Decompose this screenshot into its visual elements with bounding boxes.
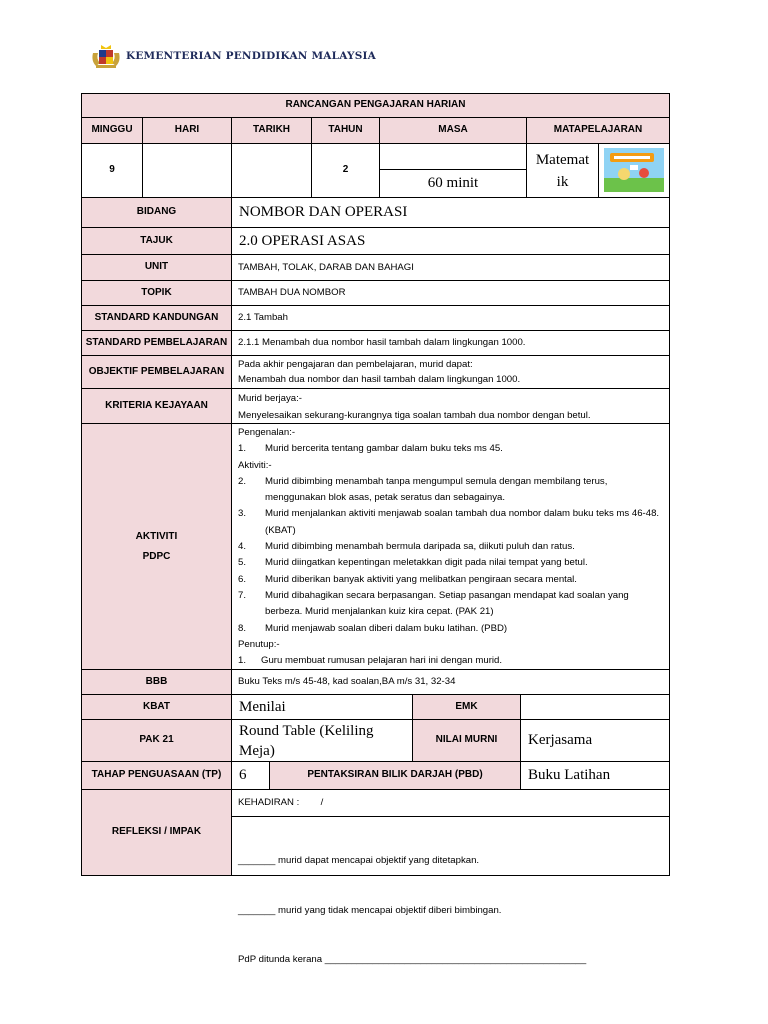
unit-label: UNIT xyxy=(81,254,232,281)
item-number: 7. xyxy=(238,589,247,601)
item-number: 8. xyxy=(238,622,247,634)
subject-value xyxy=(526,143,599,198)
item-text: Murid menjalankan aktiviti menjawab soalan tambah dua nombor dalam buku teks ms 46-48. (KBAT) xyxy=(265,508,660,536)
item-number: 5. xyxy=(238,557,247,569)
objektif-label: OBJEKTIF PEMBELAJARAN xyxy=(81,355,232,389)
item-number: 6. xyxy=(238,573,247,585)
col-tarikh: TARIKH xyxy=(231,117,312,144)
refleksi-line3: PdP ditunda kerana _________________________________________________ xyxy=(238,954,587,965)
objektif-value[interactable] xyxy=(231,355,670,389)
standard-pembelajaran-value[interactable]: 2.1.1 Menambah dua nombor hasil tambah dalam lingkungan 1000. xyxy=(231,330,670,356)
item-text: Murid diingatkan kepentingan meletakkan digit pada nilai tempat yang betul. xyxy=(265,557,588,569)
item-text: Murid bercerita tentang gambar dalam buku teks ms 45. xyxy=(265,443,503,455)
activity-item xyxy=(238,588,663,621)
pbd-value[interactable]: Buku Latihan xyxy=(520,761,670,790)
bbb-label: BBB xyxy=(81,669,232,695)
kriteria-line1: Murid berjaya:- xyxy=(238,393,302,404)
item-number: 1. xyxy=(238,443,247,455)
pbd-label: PENTAKSIRAN BILIK DARJAH (PBD) xyxy=(269,761,521,790)
unit-value[interactable]: TAMBAH, TOLAK, DARAB DAN BAHAGI xyxy=(231,254,670,281)
textbook-cell xyxy=(598,143,670,198)
aktiviti-content[interactable] xyxy=(231,423,670,670)
pengenalan-heading: Pengenalan:- xyxy=(238,427,296,438)
masa-bottom-value[interactable]: 60 minit xyxy=(379,169,527,198)
topik-label: TOPIK xyxy=(81,280,232,306)
activity-item xyxy=(238,555,663,571)
item-number: 2. xyxy=(238,475,247,487)
item-number: 4. xyxy=(238,541,247,553)
hari-value[interactable] xyxy=(142,143,232,198)
kriteria-value[interactable] xyxy=(231,388,670,424)
nilai-murni-label: NILAI MURNI xyxy=(412,719,521,762)
page-header xyxy=(90,42,376,70)
item-number: 1. xyxy=(238,655,247,667)
bbb-value[interactable]: Buku Teks m/s 45-48, kad soalan,BA m/s 31, 32-34 xyxy=(231,669,670,695)
col-hari: HARI xyxy=(142,117,232,144)
activity-item xyxy=(238,474,663,507)
bidang-value[interactable]: NOMBOR DAN OPERASI xyxy=(231,197,670,228)
item-text: Murid dibimbing menambah tanpa mengumpul semula dengan membilang terus, menggunakan blok asas, petak seratus dan sebagainya. xyxy=(265,475,608,504)
nilai-murni-value[interactable]: Kerjasama xyxy=(520,719,670,762)
minggu-value[interactable]: 9 xyxy=(81,143,143,198)
kbat-label: KBAT xyxy=(81,694,232,720)
refleksi-line1: _______ murid dapat mencapai objektif yang ditetapkan. xyxy=(238,855,480,866)
item-text: Murid dibimbing menambah bermula daripada sa, diikuti puluh dan ratus. xyxy=(265,541,575,553)
item-text: Murid dibahagikan secara berpasangan. Setiap pasangan mendapat kad soalan yang berbeza. Murid menjalankan kuiz kira cepat. (PAK 21) xyxy=(265,589,629,618)
kriteria-line2: Menyelesaikan sekurang-kurangnya tiga soalan tambah dua nombor dengan betul. xyxy=(238,410,591,421)
kbat-value[interactable]: Menilai xyxy=(231,694,413,720)
refleksi-notes[interactable] xyxy=(231,816,670,965)
kriteria-label: KRITERIA KEJAYAAN xyxy=(81,388,232,424)
aktiviti-label xyxy=(81,423,232,670)
form-title: RANCANGAN PENGAJARAN HARIAN xyxy=(81,93,670,118)
aktiviti-label-line2: PDPC xyxy=(142,550,171,562)
tajuk-label: TAJUK xyxy=(81,227,232,255)
objektif-line2: Menambah dua nombor dan hasil tambah dalam lingkungan 1000. xyxy=(238,374,521,386)
tajuk-value[interactable]: 2.0 OPERASI ASAS xyxy=(231,227,670,255)
aktiviti-heading: Aktiviti:- xyxy=(238,459,272,471)
item-text: Murid diberikan banyak aktiviti yang melibatkan pengiraan secara mental. xyxy=(265,573,577,585)
tp-value[interactable]: 6 xyxy=(231,761,270,790)
org-name: KEMENTERIAN PENDIDIKAN MALAYSIA xyxy=(126,50,376,62)
tp-label: TAHAP PENGUASAAN (TP) xyxy=(81,761,232,790)
masa-top-value[interactable] xyxy=(379,143,527,170)
emk-label: EMK xyxy=(412,694,521,720)
pak21-label: PAK 21 xyxy=(81,719,232,762)
topik-value[interactable]: TAMBAH DUA NOMBOR xyxy=(231,280,670,306)
aktiviti-label-line1: AKTIVITI xyxy=(135,530,178,542)
kehadiran-field[interactable]: KEHADIRAN : / xyxy=(231,789,670,817)
bidang-label: BIDANG xyxy=(81,197,232,228)
objektif-line1: Pada akhir pengajaran dan pembelajaran, murid dapat: xyxy=(238,359,473,370)
col-masa: MASA xyxy=(379,117,527,144)
activity-item xyxy=(238,506,663,539)
subject-line1: Matemat xyxy=(535,152,590,168)
refleksi-label: REFLEKSI / IMPAK xyxy=(81,789,232,876)
subject-line2: ik xyxy=(556,174,569,190)
standard-kandungan-value[interactable]: 2.1 Tambah xyxy=(231,305,670,331)
col-tahun: TAHUN xyxy=(311,117,380,144)
emk-value[interactable] xyxy=(520,694,670,720)
item-text: Guru membuat rumusan pelajaran hari ini dengan murid. xyxy=(261,655,503,667)
col-matapelajaran: MATAPELAJARAN xyxy=(526,117,670,144)
matematik-textbook-cover-icon xyxy=(604,148,664,192)
penutup-heading: Penutup:- xyxy=(238,638,280,650)
refleksi-line2: _______ murid yang tidak mencapai objektif diberi bimbingan. xyxy=(238,904,502,916)
tahun-value[interactable]: 2 xyxy=(311,143,380,198)
pak21-value[interactable]: Round Table (Keliling Meja) xyxy=(231,719,413,762)
tarikh-value[interactable] xyxy=(231,143,312,198)
activity-item xyxy=(238,441,663,457)
activity-item xyxy=(238,653,663,669)
activity-item xyxy=(238,539,663,555)
item-text: Murid menjawab soalan diberi dalam buku latihan. (PBD) xyxy=(265,622,508,634)
col-minggu: MINGGU xyxy=(81,117,143,144)
activity-item xyxy=(238,572,663,588)
standard-pembelajaran-label: STANDARD PEMBELAJARAN xyxy=(81,330,232,356)
item-number: 3. xyxy=(238,508,247,520)
malaysia-coat-of-arms-icon xyxy=(90,43,122,69)
standard-kandungan-label: STANDARD KANDUNGAN xyxy=(81,305,232,331)
activity-item xyxy=(238,621,663,637)
